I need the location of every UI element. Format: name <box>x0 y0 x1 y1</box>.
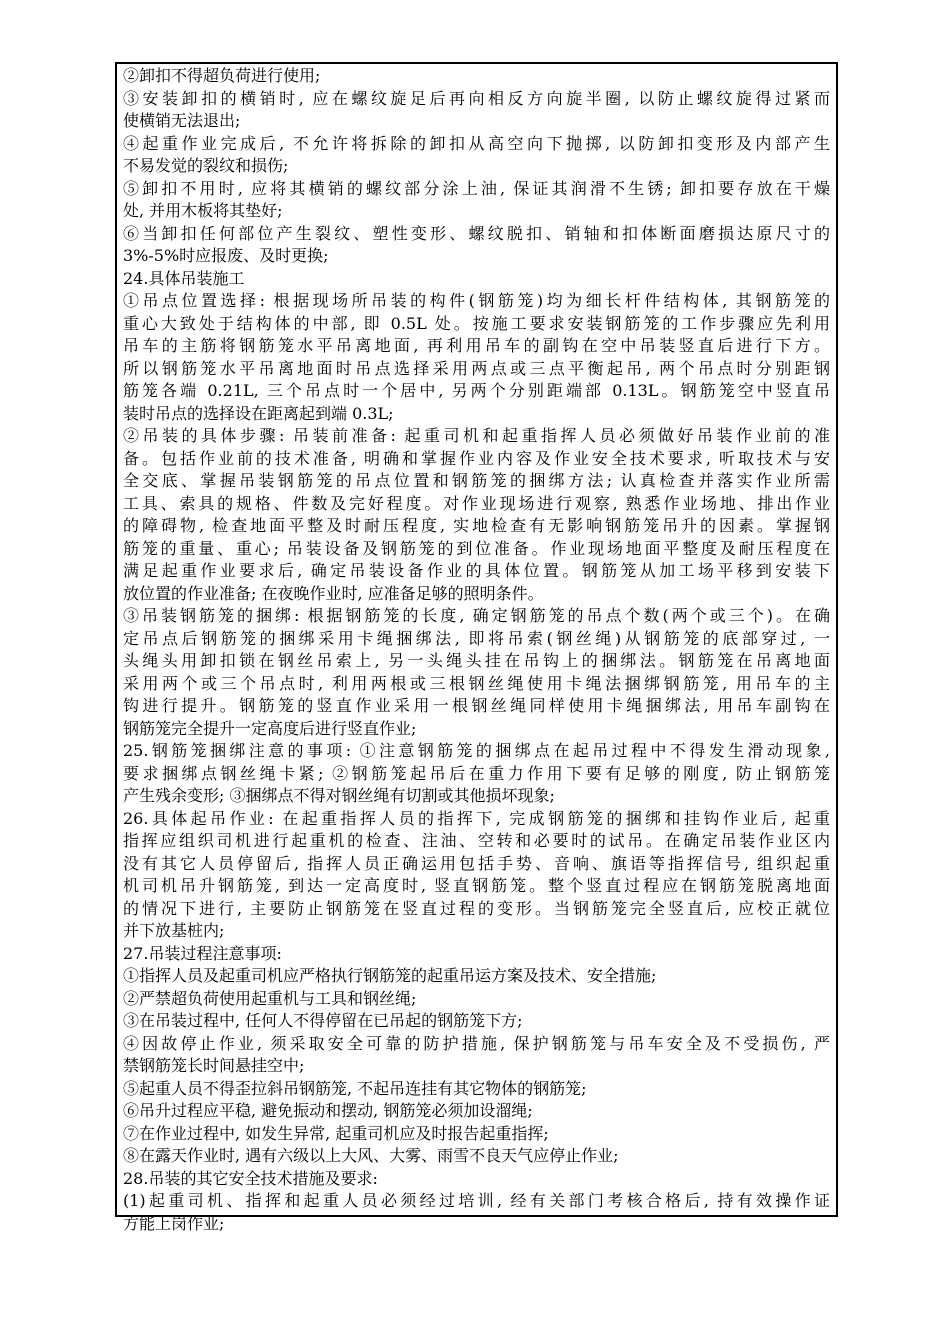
document-text-frame <box>115 62 838 1233</box>
text-line: 机司机吊升钢筋笼, 到达一定高度时, 竖直钢筋笼。整个竖直过程应在钢筋笼脱离地面 <box>123 876 830 895</box>
text-line: 3%-5%时应报废、及时更换; <box>123 246 329 265</box>
text-line: 24.具体吊装施工 <box>123 268 245 288</box>
text-line: 使横销无法退出; <box>123 111 241 130</box>
text-line: 备。包括作业前的技术准备, 明确和掌握作业内容及作业安全技术要求, 听取技术与安 <box>123 448 830 468</box>
text-line: 重心大致处于结构体的中部, 即 0.5L 处。按施工要求安装钢筋笼的工作步骤应先利用 <box>123 313 830 333</box>
text-line: 要求捆绑点钢丝绳卡紧; ②钢筋笼起吊后在重力作用下要有足够的刚度, 防止钢筋笼 <box>123 763 830 783</box>
text-line: 头绳头用卸扣锁在钢丝吊索上, 另一头绳头挂在吊钩上的捆绑法。钢筋笼在吊离地面 <box>123 651 830 670</box>
text-line: ⑤起重人员不得歪拉斜吊钢筋笼, 不起吊连挂有其它物体的钢筋笼; <box>123 1078 587 1098</box>
text-line: 禁钢筋笼长时间悬挂空中; <box>123 1056 305 1075</box>
text-line: ①吊点位置选择: 根据现场所吊装的构件(钢筋笼)均为细长杆件结构体, 其钢筋笼的 <box>123 291 830 310</box>
text-line: 全交底、掌握吊装钢筋笼的吊点位置和钢筋笼的捆绑方法; 认真检查并落实作业所需 <box>123 471 830 490</box>
text-line: 钩进行提升。钢筋笼的竖直作业采用一根钢丝绳同样使用卡绳捆绑法, 用吊车副钩在 <box>123 696 830 715</box>
text-line: 钢筋笼完全提升一定高度后进行竖直作业; <box>123 718 417 738</box>
text-line: 定吊点后钢筋笼的捆绑采用卡绳捆绑法, 即将吊索(钢丝绳)从钢筋笼的底部穿过, 一 <box>123 628 830 648</box>
text-line: 装时吊点的选择设在距离起到端 0.3L; <box>123 403 394 423</box>
text-line: ③在吊装过程中, 任何人不得停留在已吊起的钢筋笼下方; <box>123 1011 523 1030</box>
text-line: 28.吊装的其它安全技术措施及要求: <box>123 1168 378 1188</box>
text-line: ⑤卸扣不用时, 应将其横销的螺纹部分涂上油, 保证其润滑不生锈; 卸扣要存放在干燥 <box>123 178 830 198</box>
text-line: ③安装卸扣的横销时, 应在螺纹旋足后再向相反方向旋半圈, 以防止螺纹旋得过紧而 <box>123 88 830 108</box>
text-line: 27.吊装过程注意事项: <box>123 943 282 963</box>
text-line: ②卸扣不得超负荷进行使用; <box>123 66 321 85</box>
text-line: 筋笼的重量、重心; 吊装设备及钢筋笼的到位准备。作业现场地面平整度及耐压程度在 <box>123 538 830 558</box>
text-line: ①指挥人员及起重司机应严格执行钢筋笼的起重吊运方案及技术、安全措施; <box>123 966 657 985</box>
text-line: 采用两个或三个吊点时, 利用两根或三根钢丝绳使用卡绳法捆绑钢筋笼, 用吊车的主 <box>123 673 830 693</box>
text-line: 26.具体起吊作业: 在起重指挥人员的指挥下, 完成钢筋笼的捆绑和挂钩作业后, 起重 <box>123 808 830 828</box>
text-line: 筋笼各端 0.21L, 三个吊点时一个居中, 另两个分别距端部 0.13L。钢筋笼空中竖直吊 <box>123 381 830 400</box>
text-line: ⑥吊升过程应平稳, 避免振动和摆动, 钢筋笼必须加设溜绳; <box>123 1101 533 1120</box>
text-line: ④因故停止作业, 须采取安全可靠的防护措施, 保护钢筋笼与吊车安全及不受损伤, 严 <box>123 1033 830 1053</box>
text-line: 吊车的主筋将钢筋笼水平吊离地面, 再利用吊车的副钩在空中吊装竖直后进行下方。 <box>123 336 830 355</box>
text-line: ③吊装钢筋笼的捆绑: 根据钢筋笼的长度, 确定钢筋笼的吊点个数(两个或三个)。在确 <box>123 606 830 625</box>
text-line: ④起重作业完成后, 不允许将拆除的卸扣从高空向下抛掷, 以防卸扣变形及内部产生 <box>123 133 830 153</box>
text-line: 放位置的作业准备; 在夜晚作业时, 应准备足够的照明条件。 <box>123 583 544 603</box>
text-line: ②吊装的具体步骤: 吊装前准备: 起重司机和起重指挥人员必须做好吊装作业前的准 <box>123 426 830 445</box>
text-line: 没有其它人员停留后, 指挥人员正确运用包括手势、音响、旗语等指挥信号, 组织起重 <box>123 853 830 873</box>
text-line: 不易发觉的裂纹和损伤; <box>123 156 289 175</box>
text-line: 满足起重作业要求后, 确定吊装设备作业的具体位置。钢筋笼从加工场平移到安装下 <box>123 561 830 580</box>
text-line: 并下放基桩内; <box>123 921 225 940</box>
text-line: (1)起重司机、指挥和起重人员必须经过培训, 经有关部门考核合格后, 持有效操作证 <box>123 1191 830 1210</box>
text-line: 方能上岗作业; <box>123 1213 225 1233</box>
text-line: 产生残余变形; ③捆绑点不得对钢丝绳有切割或其他损坏现象; <box>123 786 555 805</box>
text-line: 工具、索具的规格、件数及完好程度。对作业现场进行观察, 熟悉作业场地、排出作业 <box>123 493 830 513</box>
text-line: 处, 并用木板将其垫好; <box>123 201 283 220</box>
text-line: 的障碍物, 检查地面平整及时耐压程度, 实地检查有无影响钢筋笼吊升的因素。掌握钢 <box>123 516 830 535</box>
text-line: ⑧在露天作业时, 遇有六级以上大风、大雾、雨雪不良天气应停止作业; <box>123 1146 619 1165</box>
text-line: 25.钢筋笼捆绑注意的事项: ①注意钢筋笼的捆绑点在起吊过程中不得发生滑动现象, <box>123 741 830 760</box>
text-line: 的情况下进行, 主要防止钢筋笼在竖直过程的变形。当钢筋笼完全竖直后, 应校正就位 <box>123 898 830 918</box>
text-line: ⑦在作业过程中, 如发生异常, 起重司机应及时报告起重指挥; <box>123 1123 549 1143</box>
text-line: 指挥应组织司机进行起重机的检查、注油、空转和必要时的试吊。在确定吊装作业区内 <box>123 831 830 850</box>
text-line: ②严禁超负荷使用起重机与工具和钢丝绳; <box>123 988 417 1008</box>
text-line: ⑥当卸扣任何部位产生裂纹、塑性变形、螺纹脱扣、销轴和扣体断面磨损达原尺寸的 <box>123 223 830 243</box>
text-line: 所以钢筋笼水平吊离地面时吊点选择采用两点或三点平衡起吊, 两个吊点时分别距钢 <box>123 358 830 378</box>
